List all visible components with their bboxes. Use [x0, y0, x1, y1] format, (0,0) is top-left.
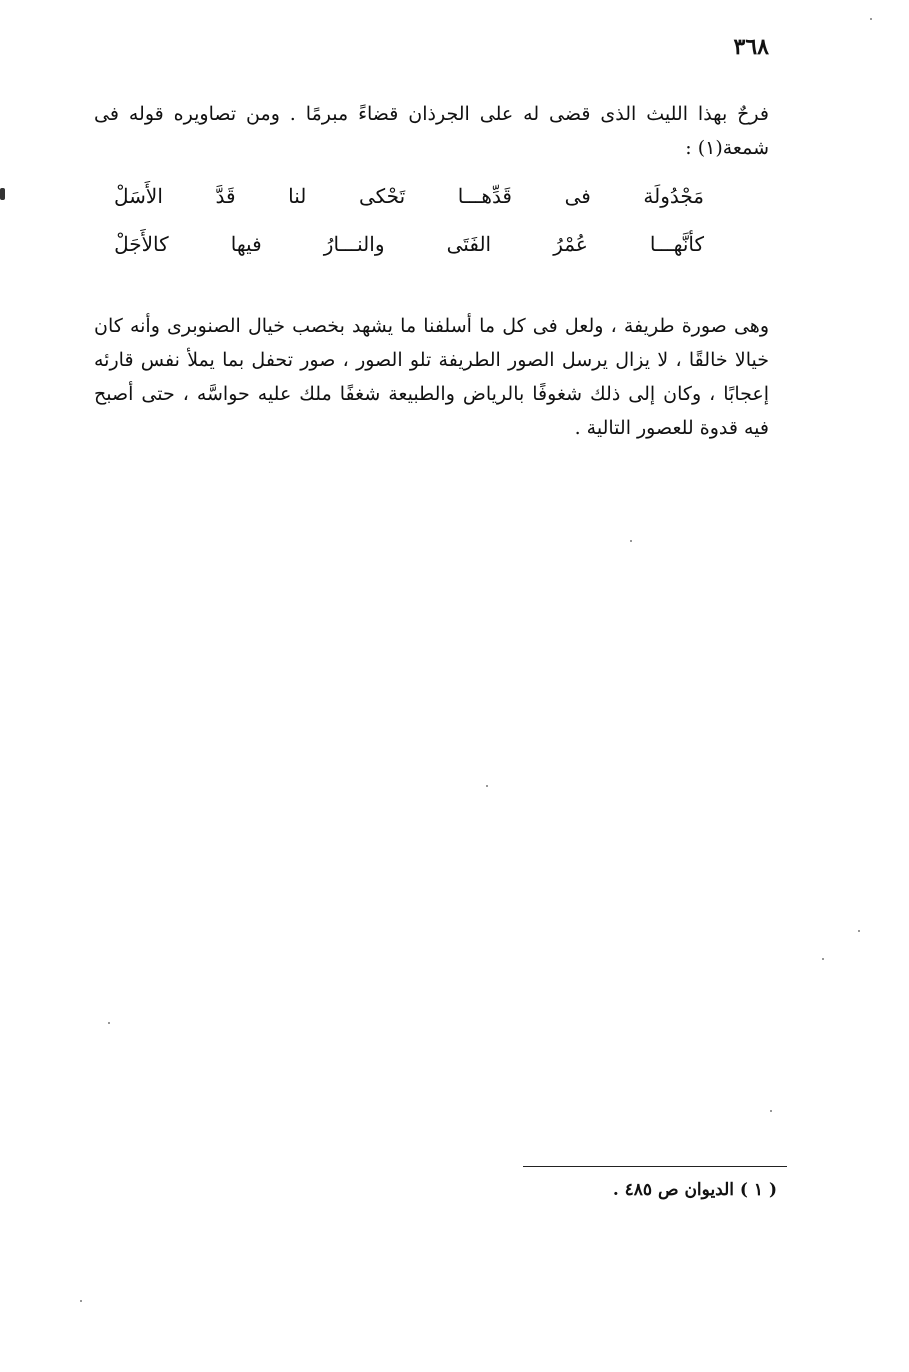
verse-word: كأنَّهـــا [649, 232, 704, 256]
verse-word: فيها [230, 232, 262, 256]
scan-speck [486, 785, 488, 787]
verse-word: الفَتَى [446, 232, 492, 256]
scan-speck [80, 1300, 82, 1302]
verse-word: قَدَّ [215, 184, 236, 208]
scan-speck [822, 958, 824, 960]
verse-word: الأَسَلْ [114, 184, 163, 208]
verse-line-1 [114, 176, 704, 216]
verse-word: والنـــارُ [323, 232, 385, 256]
scan-edge-mark [0, 188, 5, 200]
scan-speck [870, 18, 872, 20]
page-number: ٣٦٨ [733, 34, 769, 60]
scan-speck [770, 1110, 772, 1112]
paragraph-intro: فرحٌ بهذا الليث الذى قضى له على الجرذان قضاءً مبرمًا . ومن تصاويره قوله فى شمعة(١) : [94, 103, 769, 159]
verse-word: مَجْدُولَة [643, 184, 704, 208]
paragraph-body: وهى صورة طريفة ، ولعل فى كل ما أسلفنا ما يشهد بخصب خيال الصنوبرى وأنه كان خيالا خالقًا ، لا يزال يرسل الصور الطريفة تلو الصور ، صور تحفل بما يملأ نفس قارئه إعجابًا ، وكان إلى ذلك شغوفًا بالرياض والطبيعة شغفًا ملك عليه حواسَّه ، حتى أصبح فيه قدوة للعصور التالية . [94, 315, 769, 439]
verse-word: كالأَجَلْ [114, 232, 169, 256]
scan-speck [858, 930, 860, 932]
verse-word: قَدِّهـــا [457, 184, 512, 208]
verse-word: لنا [288, 184, 307, 208]
footnote: ( ١ ) الديوان ص ٤٨٥ . [612, 1180, 777, 1200]
verse-word: عُمْرُ [553, 232, 588, 256]
scan-speck [630, 540, 632, 542]
verse-line-2 [114, 224, 704, 264]
scan-speck [108, 1022, 110, 1024]
verse-word: فى [564, 184, 591, 208]
footnote-divider [523, 1166, 787, 1167]
verse-word: تَحْكى [358, 184, 406, 208]
